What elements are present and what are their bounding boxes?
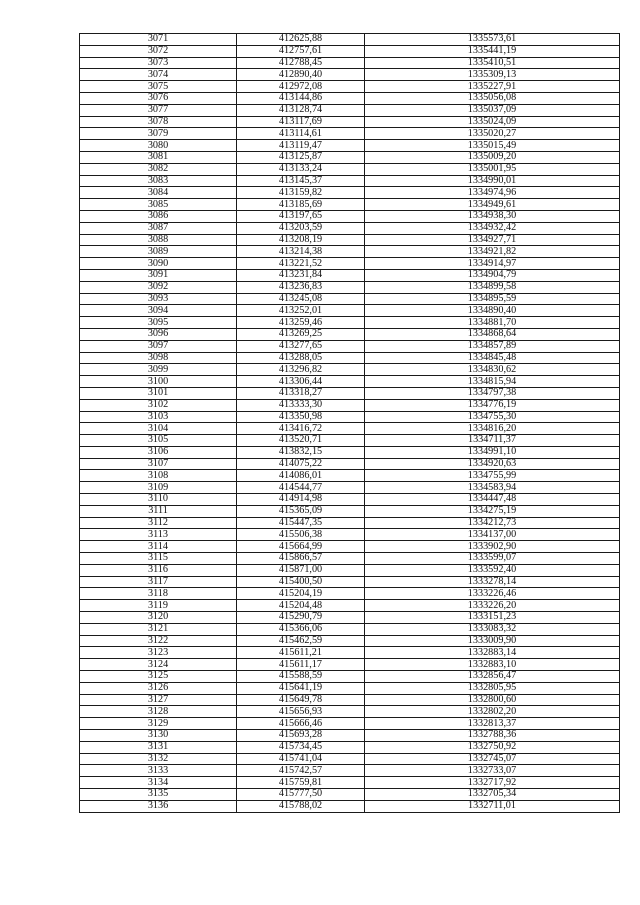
x-coordinate-cell: 413252,01: [237, 305, 365, 317]
x-coordinate-cell: 413296,82: [237, 364, 365, 376]
table-row: [80, 340, 620, 352]
x-coordinate-cell: 415777,50: [237, 789, 365, 801]
y-coordinate-cell: 1333592,40: [365, 564, 620, 576]
point-number-cell: 3082: [80, 163, 237, 175]
y-coordinate-cell: 1334447,48: [365, 494, 620, 506]
point-number-cell: 3136: [80, 800, 237, 812]
table-row: [80, 246, 620, 258]
table-row: [80, 45, 620, 57]
y-coordinate-cell: 1333083,32: [365, 623, 620, 635]
x-coordinate-cell: 415204,48: [237, 600, 365, 612]
x-coordinate-cell: 413269,25: [237, 328, 365, 340]
y-coordinate-cell: 1334137,00: [365, 529, 620, 541]
coordinates-table-body: [80, 34, 620, 813]
y-coordinate-cell: 1332800,60: [365, 694, 620, 706]
y-coordinate-cell: 1334755,30: [365, 411, 620, 423]
table-row: [80, 92, 620, 104]
x-coordinate-cell: 413133,24: [237, 163, 365, 175]
point-number-cell: 3099: [80, 364, 237, 376]
y-coordinate-cell: 1335009,20: [365, 151, 620, 163]
point-number-cell: 3088: [80, 234, 237, 246]
table-row: [80, 269, 620, 281]
point-number-cell: 3131: [80, 741, 237, 753]
table-row: [80, 576, 620, 588]
point-number-cell: 3087: [80, 222, 237, 234]
y-coordinate-cell: 1333226,20: [365, 600, 620, 612]
x-coordinate-cell: 413221,52: [237, 258, 365, 270]
table-row: [80, 175, 620, 187]
point-number-cell: 3098: [80, 352, 237, 364]
point-number-cell: 3103: [80, 411, 237, 423]
x-coordinate-cell: 415741,04: [237, 753, 365, 765]
table-row: [80, 505, 620, 517]
y-coordinate-cell: 1334991,10: [365, 446, 620, 458]
point-number-cell: 3097: [80, 340, 237, 352]
table-row: [80, 446, 620, 458]
table-row: [80, 741, 620, 753]
y-coordinate-cell: 1334212,73: [365, 517, 620, 529]
table-row: [80, 387, 620, 399]
point-number-cell: 3107: [80, 458, 237, 470]
x-coordinate-cell: 412788,45: [237, 57, 365, 69]
y-coordinate-cell: 1335441,19: [365, 45, 620, 57]
x-coordinate-cell: 415649,78: [237, 694, 365, 706]
point-number-cell: 3078: [80, 116, 237, 128]
x-coordinate-cell: 415734,45: [237, 741, 365, 753]
y-coordinate-cell: 1333902,90: [365, 541, 620, 553]
x-coordinate-cell: 413144,86: [237, 92, 365, 104]
x-coordinate-cell: 415447,35: [237, 517, 365, 529]
y-coordinate-cell: 1332805,95: [365, 682, 620, 694]
y-coordinate-cell: 1333278,14: [365, 576, 620, 588]
y-coordinate-cell: 1334938,30: [365, 210, 620, 222]
table-row: [80, 163, 620, 175]
y-coordinate-cell: 1334755,99: [365, 470, 620, 482]
table-row: [80, 588, 620, 600]
x-coordinate-cell: 415666,46: [237, 718, 365, 730]
point-number-cell: 3090: [80, 258, 237, 270]
x-coordinate-cell: 412757,61: [237, 45, 365, 57]
table-row: [80, 140, 620, 152]
point-number-cell: 3125: [80, 671, 237, 683]
y-coordinate-cell: 1332745,07: [365, 753, 620, 765]
y-coordinate-cell: 1332750,92: [365, 741, 620, 753]
point-number-cell: 3135: [80, 789, 237, 801]
y-coordinate-cell: 1333599,07: [365, 553, 620, 565]
table-row: [80, 765, 620, 777]
x-coordinate-cell: 413125,87: [237, 151, 365, 163]
x-coordinate-cell: 415366,06: [237, 623, 365, 635]
y-coordinate-cell: 1334890,40: [365, 305, 620, 317]
table-row: [80, 116, 620, 128]
x-coordinate-cell: 413197,65: [237, 210, 365, 222]
point-number-cell: 3111: [80, 505, 237, 517]
y-coordinate-cell: 1335015,49: [365, 140, 620, 152]
point-number-cell: 3122: [80, 635, 237, 647]
x-coordinate-cell: 413318,27: [237, 387, 365, 399]
y-coordinate-cell: 1334914,97: [365, 258, 620, 270]
y-coordinate-cell: 1332733,07: [365, 765, 620, 777]
x-coordinate-cell: 415871,00: [237, 564, 365, 576]
point-number-cell: 3084: [80, 187, 237, 199]
y-coordinate-cell: 1334932,42: [365, 222, 620, 234]
x-coordinate-cell: 413416,72: [237, 423, 365, 435]
y-coordinate-cell: 1334920,63: [365, 458, 620, 470]
table-row: [80, 258, 620, 270]
table-row: [80, 529, 620, 541]
y-coordinate-cell: 1334881,70: [365, 317, 620, 329]
y-coordinate-cell: 1335056,08: [365, 92, 620, 104]
point-number-cell: 3113: [80, 529, 237, 541]
point-number-cell: 3074: [80, 69, 237, 81]
y-coordinate-cell: 1335410,51: [365, 57, 620, 69]
x-coordinate-cell: 413145,37: [237, 175, 365, 187]
table-row: [80, 458, 620, 470]
table-row: [80, 151, 620, 163]
table-row: [80, 399, 620, 411]
x-coordinate-cell: 415365,09: [237, 505, 365, 517]
point-number-cell: 3086: [80, 210, 237, 222]
table-row: [80, 671, 620, 683]
point-number-cell: 3093: [80, 293, 237, 305]
table-row: [80, 234, 620, 246]
point-number-cell: 3072: [80, 45, 237, 57]
x-coordinate-cell: 414086,01: [237, 470, 365, 482]
table-row: [80, 612, 620, 624]
table-row: [80, 317, 620, 329]
y-coordinate-cell: 1334927,71: [365, 234, 620, 246]
table-row: [80, 128, 620, 140]
point-number-cell: 3110: [80, 494, 237, 506]
x-coordinate-cell: 413114,61: [237, 128, 365, 140]
y-coordinate-cell: 1335573,61: [365, 34, 620, 46]
point-number-cell: 3117: [80, 576, 237, 588]
point-number-cell: 3123: [80, 647, 237, 659]
point-number-cell: 3083: [80, 175, 237, 187]
table-row: [80, 435, 620, 447]
y-coordinate-cell: 1334845,48: [365, 352, 620, 364]
point-number-cell: 3106: [80, 446, 237, 458]
y-coordinate-cell: 1334868,64: [365, 328, 620, 340]
point-number-cell: 3128: [80, 706, 237, 718]
table-row: [80, 777, 620, 789]
x-coordinate-cell: 415742,57: [237, 765, 365, 777]
y-coordinate-cell: 1334711,37: [365, 435, 620, 447]
table-row: [80, 482, 620, 494]
table-row: [80, 659, 620, 671]
table-row: [80, 753, 620, 765]
point-number-cell: 3096: [80, 328, 237, 340]
table-row: [80, 800, 620, 812]
point-number-cell: 3116: [80, 564, 237, 576]
x-coordinate-cell: 413231,84: [237, 269, 365, 281]
y-coordinate-cell: 1332788,36: [365, 730, 620, 742]
table-row: [80, 352, 620, 364]
table-row: [80, 81, 620, 93]
table-row: [80, 564, 620, 576]
point-number-cell: 3134: [80, 777, 237, 789]
table-row: [80, 187, 620, 199]
table-row: [80, 647, 620, 659]
x-coordinate-cell: 413203,59: [237, 222, 365, 234]
point-number-cell: 3075: [80, 81, 237, 93]
x-coordinate-cell: 414914,98: [237, 494, 365, 506]
point-number-cell: 3071: [80, 34, 237, 46]
table-row: [80, 730, 620, 742]
point-number-cell: 3121: [80, 623, 237, 635]
point-number-cell: 3105: [80, 435, 237, 447]
y-coordinate-cell: 1333226,46: [365, 588, 620, 600]
coordinates-table: [79, 33, 620, 813]
point-number-cell: 3109: [80, 482, 237, 494]
x-coordinate-cell: 415664,99: [237, 541, 365, 553]
point-number-cell: 3132: [80, 753, 237, 765]
x-coordinate-cell: 414544,77: [237, 482, 365, 494]
y-coordinate-cell: 1332883,10: [365, 659, 620, 671]
y-coordinate-cell: 1334275,19: [365, 505, 620, 517]
table-row: [80, 635, 620, 647]
x-coordinate-cell: 413832,15: [237, 446, 365, 458]
point-number-cell: 3102: [80, 399, 237, 411]
y-coordinate-cell: 1332813,37: [365, 718, 620, 730]
y-coordinate-cell: 1334830,62: [365, 364, 620, 376]
x-coordinate-cell: 415588,59: [237, 671, 365, 683]
y-coordinate-cell: 1334904,79: [365, 269, 620, 281]
table-row: [80, 210, 620, 222]
point-number-cell: 3080: [80, 140, 237, 152]
x-coordinate-cell: 415506,38: [237, 529, 365, 541]
x-coordinate-cell: 413236,83: [237, 281, 365, 293]
x-coordinate-cell: 415866,57: [237, 553, 365, 565]
x-coordinate-cell: 415462,59: [237, 635, 365, 647]
table-row: [80, 293, 620, 305]
table-row: [80, 222, 620, 234]
point-number-cell: 3089: [80, 246, 237, 258]
x-coordinate-cell: 415204,19: [237, 588, 365, 600]
y-coordinate-cell: 1332717,92: [365, 777, 620, 789]
point-number-cell: 3100: [80, 376, 237, 388]
table-row: [80, 199, 620, 211]
y-coordinate-cell: 1334974,96: [365, 187, 620, 199]
table-row: [80, 706, 620, 718]
y-coordinate-cell: 1332856,47: [365, 671, 620, 683]
x-coordinate-cell: 415788,02: [237, 800, 365, 812]
point-number-cell: 3092: [80, 281, 237, 293]
x-coordinate-cell: 413259,46: [237, 317, 365, 329]
y-coordinate-cell: 1333151,23: [365, 612, 620, 624]
table-row: [80, 281, 620, 293]
x-coordinate-cell: 413350,98: [237, 411, 365, 423]
point-number-cell: 3126: [80, 682, 237, 694]
point-number-cell: 3120: [80, 612, 237, 624]
x-coordinate-cell: 413208,19: [237, 234, 365, 246]
x-coordinate-cell: 414075,22: [237, 458, 365, 470]
table-row: [80, 34, 620, 46]
table-row: [80, 423, 620, 435]
y-coordinate-cell: 1335227,91: [365, 81, 620, 93]
table-row: [80, 694, 620, 706]
point-number-cell: 3081: [80, 151, 237, 163]
y-coordinate-cell: 1334797,38: [365, 387, 620, 399]
x-coordinate-cell: 415693,28: [237, 730, 365, 742]
x-coordinate-cell: 413306,44: [237, 376, 365, 388]
y-coordinate-cell: 1334921,82: [365, 246, 620, 258]
point-number-cell: 3077: [80, 104, 237, 116]
y-coordinate-cell: 1332883,14: [365, 647, 620, 659]
x-coordinate-cell: 415641,19: [237, 682, 365, 694]
x-coordinate-cell: 415400,50: [237, 576, 365, 588]
y-coordinate-cell: 1332705,34: [365, 789, 620, 801]
y-coordinate-cell: 1334899,58: [365, 281, 620, 293]
point-number-cell: 3076: [80, 92, 237, 104]
table-row: [80, 305, 620, 317]
point-number-cell: 3094: [80, 305, 237, 317]
point-number-cell: 3112: [80, 517, 237, 529]
table-row: [80, 69, 620, 81]
x-coordinate-cell: 413245,08: [237, 293, 365, 305]
table-row: [80, 57, 620, 69]
y-coordinate-cell: 1335024,09: [365, 116, 620, 128]
table-row: [80, 494, 620, 506]
x-coordinate-cell: 413117,69: [237, 116, 365, 128]
x-coordinate-cell: 413159,82: [237, 187, 365, 199]
x-coordinate-cell: 415759,81: [237, 777, 365, 789]
point-number-cell: 3118: [80, 588, 237, 600]
table-row: [80, 470, 620, 482]
point-number-cell: 3104: [80, 423, 237, 435]
point-number-cell: 3129: [80, 718, 237, 730]
point-number-cell: 3133: [80, 765, 237, 777]
y-coordinate-cell: 1334816,20: [365, 423, 620, 435]
x-coordinate-cell: 413288,05: [237, 352, 365, 364]
point-number-cell: 3124: [80, 659, 237, 671]
y-coordinate-cell: 1335037,09: [365, 104, 620, 116]
y-coordinate-cell: 1334895,59: [365, 293, 620, 305]
x-coordinate-cell: 413185,69: [237, 199, 365, 211]
x-coordinate-cell: 413277,65: [237, 340, 365, 352]
x-coordinate-cell: 412625,88: [237, 34, 365, 46]
point-number-cell: 3108: [80, 470, 237, 482]
point-number-cell: 3095: [80, 317, 237, 329]
x-coordinate-cell: 415611,17: [237, 659, 365, 671]
table-row: [80, 517, 620, 529]
point-number-cell: 3101: [80, 387, 237, 399]
y-coordinate-cell: 1334990,01: [365, 175, 620, 187]
point-number-cell: 3115: [80, 553, 237, 565]
y-coordinate-cell: 1335001,95: [365, 163, 620, 175]
table-row: [80, 541, 620, 553]
y-coordinate-cell: 1334815,94: [365, 376, 620, 388]
point-number-cell: 3079: [80, 128, 237, 140]
x-coordinate-cell: 413128,74: [237, 104, 365, 116]
point-number-cell: 3073: [80, 57, 237, 69]
table-row: [80, 364, 620, 376]
x-coordinate-cell: 413333,30: [237, 399, 365, 411]
x-coordinate-cell: 412890,40: [237, 69, 365, 81]
table-row: [80, 104, 620, 116]
point-number-cell: 3127: [80, 694, 237, 706]
point-number-cell: 3119: [80, 600, 237, 612]
x-coordinate-cell: 413214,38: [237, 246, 365, 258]
y-coordinate-cell: 1335309,13: [365, 69, 620, 81]
point-number-cell: 3130: [80, 730, 237, 742]
x-coordinate-cell: 415290,79: [237, 612, 365, 624]
table-row: [80, 682, 620, 694]
table-row: [80, 718, 620, 730]
x-coordinate-cell: 413520,71: [237, 435, 365, 447]
table-row: [80, 411, 620, 423]
y-coordinate-cell: 1334857,89: [365, 340, 620, 352]
y-coordinate-cell: 1334583,94: [365, 482, 620, 494]
y-coordinate-cell: 1334949,61: [365, 199, 620, 211]
point-number-cell: 3085: [80, 199, 237, 211]
y-coordinate-cell: 1332802,20: [365, 706, 620, 718]
y-coordinate-cell: 1334776,19: [365, 399, 620, 411]
point-number-cell: 3114: [80, 541, 237, 553]
table-row: [80, 789, 620, 801]
y-coordinate-cell: 1335020,27: [365, 128, 620, 140]
table-row: [80, 600, 620, 612]
y-coordinate-cell: 1332711,01: [365, 800, 620, 812]
table-row: [80, 623, 620, 635]
y-coordinate-cell: 1333009,90: [365, 635, 620, 647]
x-coordinate-cell: 412972,08: [237, 81, 365, 93]
table-row: [80, 376, 620, 388]
table-row: [80, 328, 620, 340]
point-number-cell: 3091: [80, 269, 237, 281]
x-coordinate-cell: 415611,21: [237, 647, 365, 659]
x-coordinate-cell: 415656,93: [237, 706, 365, 718]
x-coordinate-cell: 413119,47: [237, 140, 365, 152]
table-row: [80, 553, 620, 565]
